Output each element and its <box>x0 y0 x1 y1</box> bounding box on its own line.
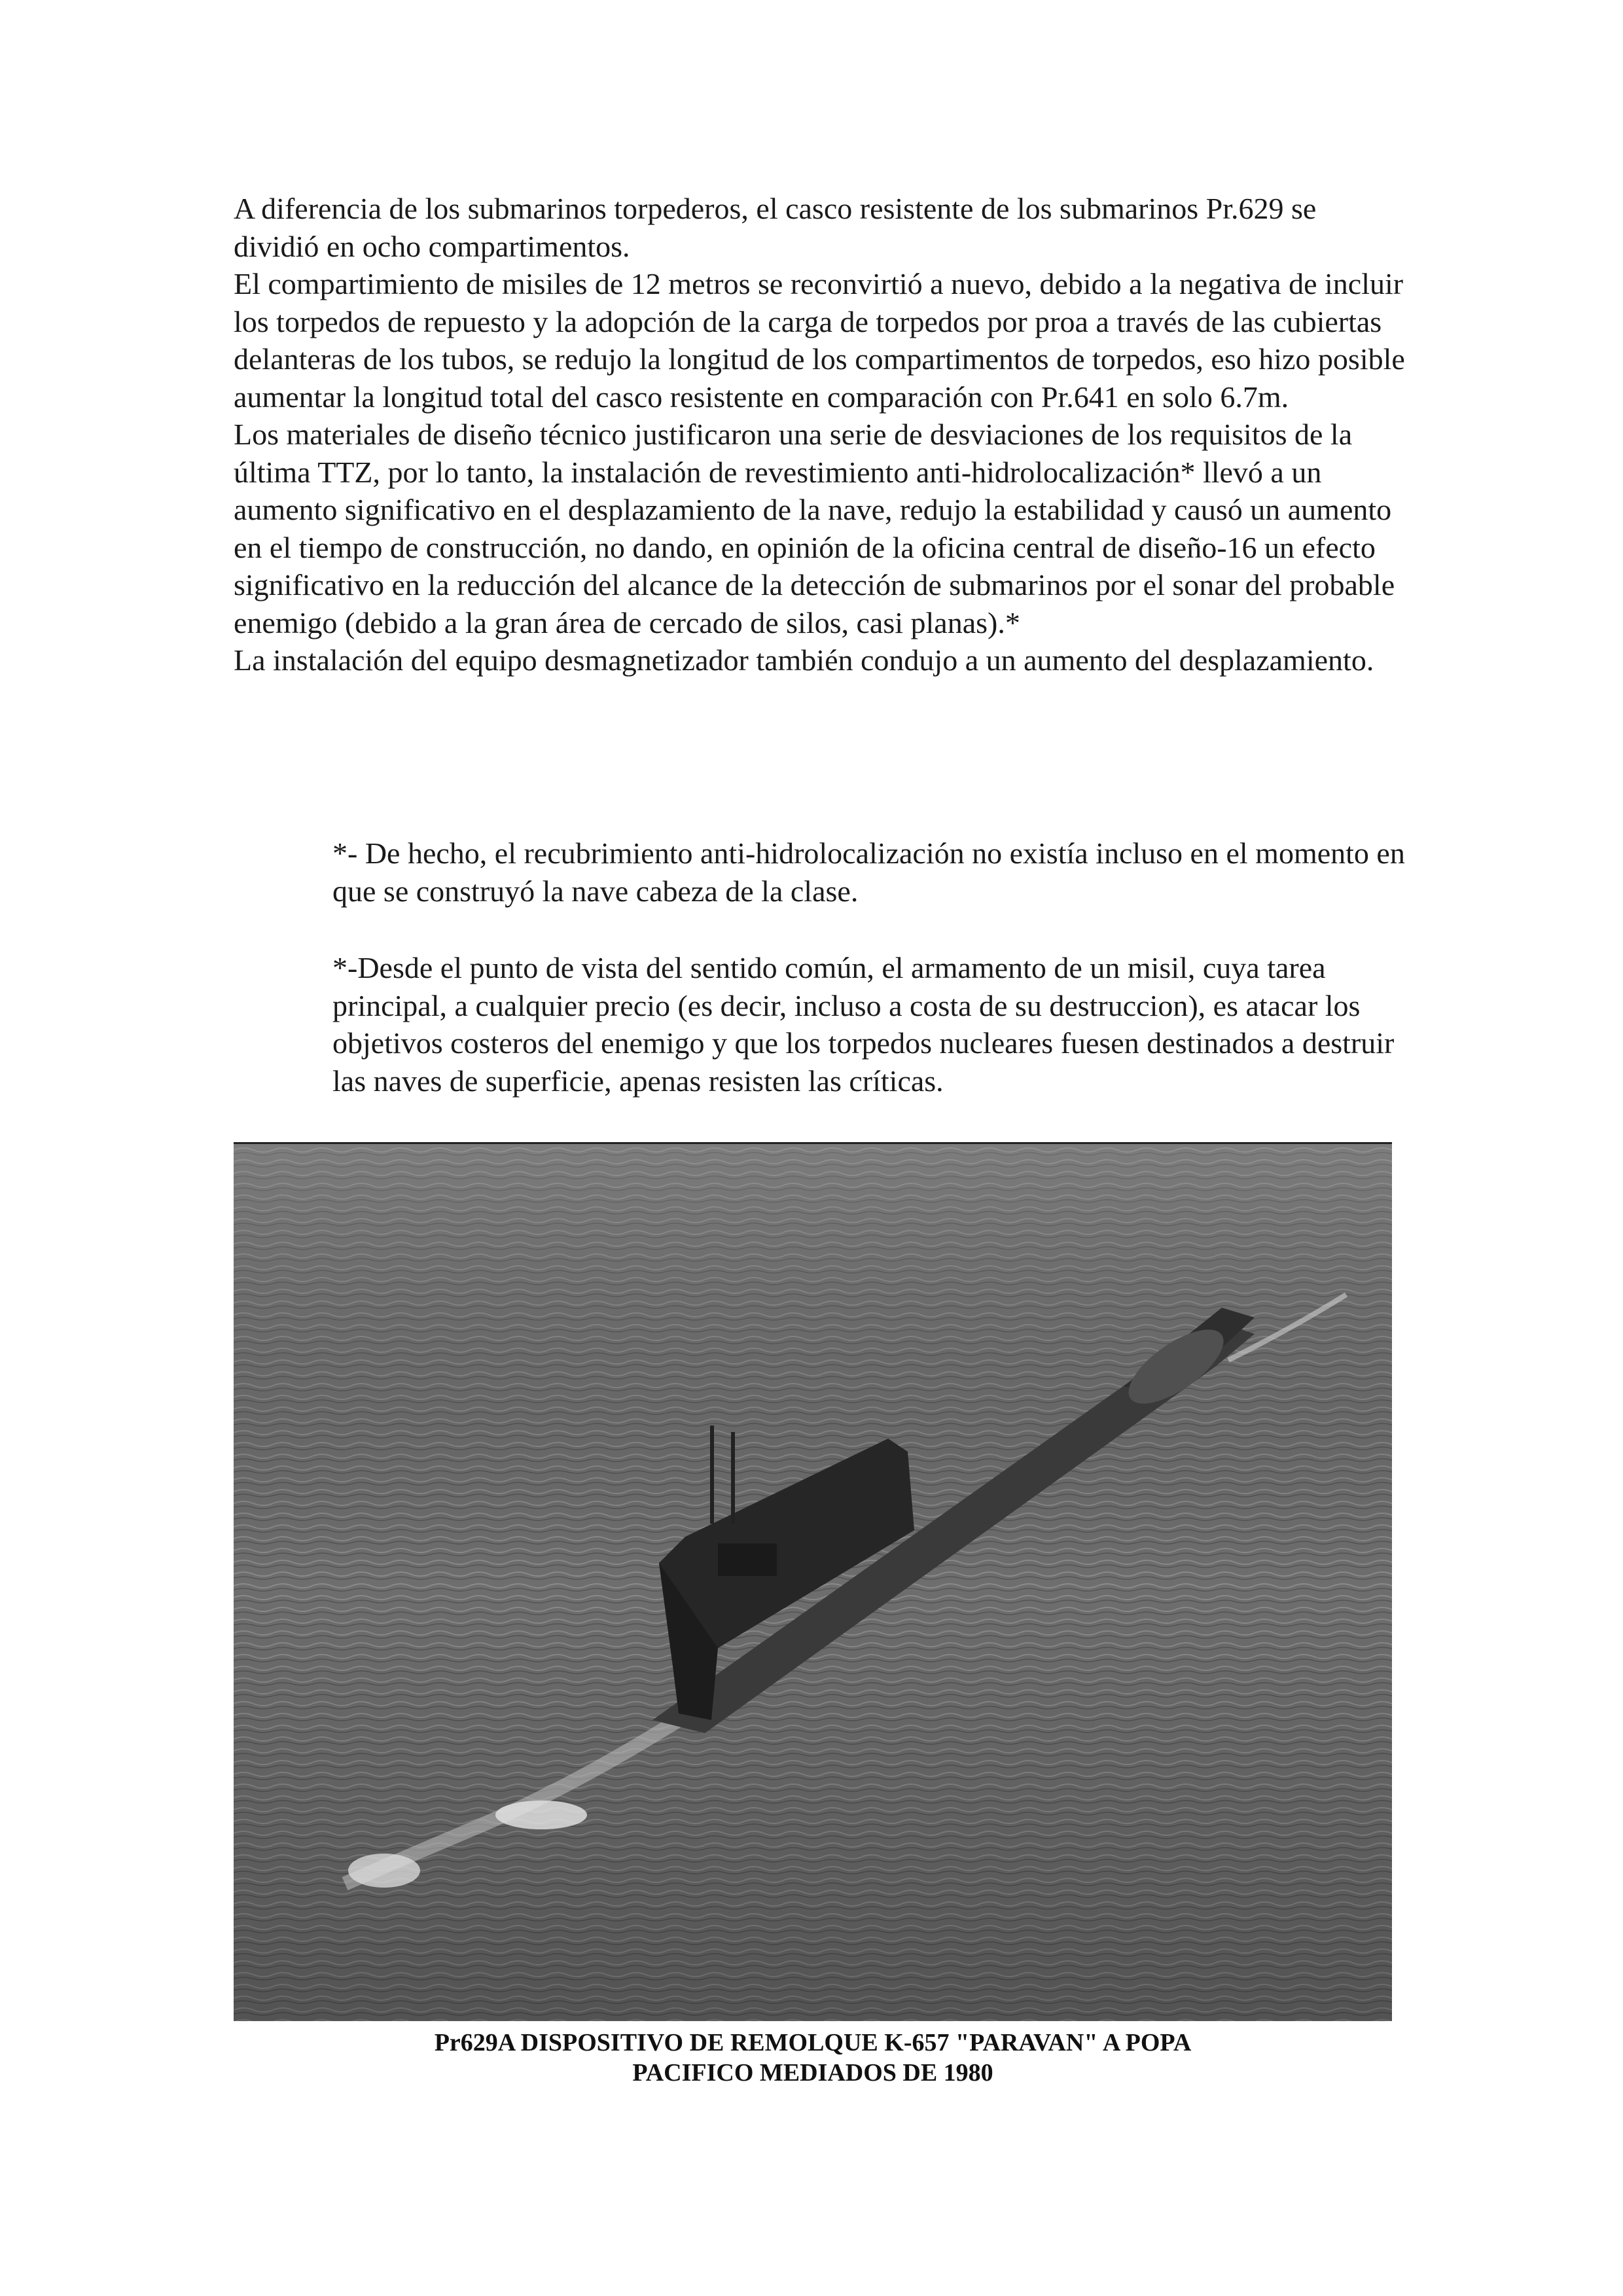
footnote: *-Desde el punto de vista del sentido común, el armamento de un misil, cuya tarea principal, a cualquier precio (es decir, incluso a costa de su destruccion), es atacar los objetivos costeros del enemigo y que los torpedos nucleares fuesen destinados a destruir las naves de superficie, apenas resisten las críticas. <box>332 951 1395 1098</box>
paragraph: El compartimiento de misiles de 12 metros se reconvirtió a nuevo, debido a la negativa de incluir los torpedos de repuesto y la adopción de la carga de torpedos por proa a través de las cubiertas delanteras de los tubos, se redujo la longitud de los compartimentos de torpedos, eso hizo posible aumentar la longitud total del casco resistente en comparación con Pr.641 en solo 6.7m. <box>234 267 1405 414</box>
paragraph: A diferencia de los submarinos torpederos, el casco resistente de los submarinos Pr.629 se dividió en ocho compartimentos. <box>234 192 1317 263</box>
mast <box>710 1426 714 1524</box>
body-text <box>234 190 1405 679</box>
mast <box>731 1432 735 1524</box>
caption-line: PACIFICO MEDIADOS DE 1980 <box>632 2059 993 2087</box>
caption-line: Pr629A DISPOSITIVO DE REMOLQUE K-657 "PARAVAN" A POPA <box>434 2029 1192 2056</box>
photo-caption <box>234 2028 1392 2088</box>
paragraph: La instalación del equipo desmagnetizador también condujo a un aumento del desplazamiento. <box>234 643 1374 677</box>
submarine-photo-illustration <box>234 1144 1392 2021</box>
paragraph: Los materiales de diseño técnico justificaron una serie de desviaciones de los requisitos de la última TTZ, por lo tanto, la instalación de revestimiento anti-hidrolocalización* llevó a un aumento significativo en el desplazamiento de la nave, redujo la estabilidad y causó un aumento en el tiempo de construcción, no dando, en opinión de la oficina central de diseño-16 un efecto significativo en la reducción del alcance de la detección de submarinos por el sonar del probable enemigo (debido a la gran área de cercado de silos, casi planas).* <box>234 418 1395 639</box>
footnote: *- De hecho, el recubrimiento anti-hidrolocalización no existía incluso en el momento en que se construyó la nave cabeza de la clase. <box>332 836 1405 908</box>
submarine-photo <box>234 1142 1392 2021</box>
